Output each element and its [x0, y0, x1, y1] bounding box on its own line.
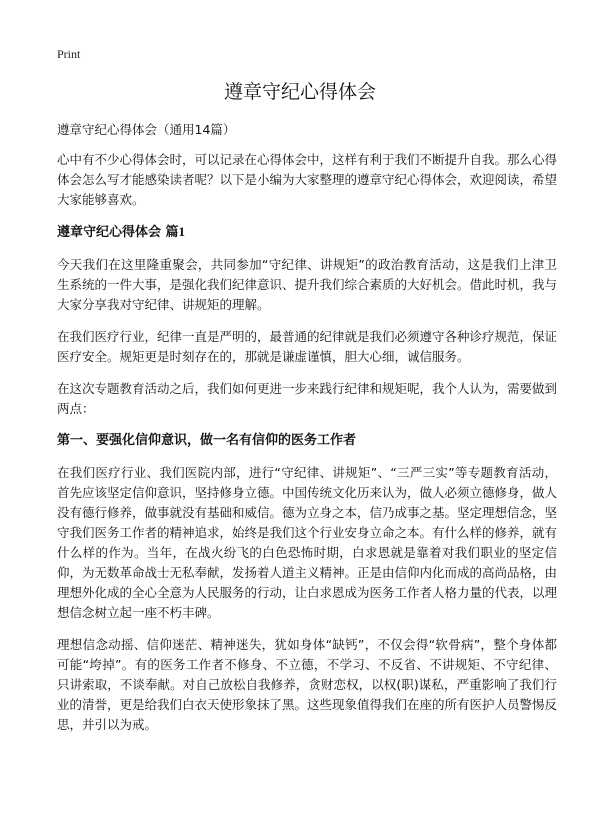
- body-paragraph: 在我们医疗行业、我们医院内部，进行“守纪律、讲规矩”、“三严三实”等专题教育活动，首先应该坚定信仰意识，坚持修身立德。中国传统文化历来认为，做人必须立德修身，做人没有德行修养，做事就没有基础和威信。德为立身之本，信乃成事之基。坚定理想信念，坚守我们医务工作者的精神追求，始终是我们这个行业安身立命之本。有什么样的修养，就有什么样的作为。当年，在战火纷飞的白色恐怖时期，白求恩就是靠着对我们职业的坚定信仰，为无数革命战士无私奉献，发扬着人道主义精神。正是由信仰内化而成的高尚品格，由理想外化成的全心全意为人民服务的行动，让白求恩成为医务工作者人格力量的代表，以理想信念树立起一座不朽丰碑。: [57, 465, 558, 620]
- page-title: 遵章守纪心得体会: [223, 81, 376, 103]
- body-paragraph: 理想信念动摇、信仰迷茫、精神迷失，犹如身体“缺钙”，不仅会得“软骨病”，整个身体都可能“垮掉”。有的医务工作者不修身、不立德，不学习、不反省、不讲规矩、不守纪律、只讲索取，不谈奉献。对自己放松自我修养，贪财恋权，以权(职)谋私，严重影响了我们行业的清誉，更是给我们白衣天使形象抹了黑。这些现象值得我们在座的所有医护人员警惕反思，并引以为戒。: [57, 637, 558, 732]
- document-subtitle: 遵章守纪心得体会（通用14篇）: [57, 122, 236, 137]
- body-paragraph: 在这次专题教育活动之后，我们如何更进一步来践行纪律和规矩呢，我个人认为，需要做到两点：: [57, 381, 558, 416]
- section-heading-text: 遵章守纪心得体会 篇: [57, 225, 179, 240]
- intro-paragraph: 心中有不少心得体会时，可以记录在心得体会中，这样有利于我们不断提升自我。那么心得体会怎么写才能感染读者呢？以下是小编为大家整理的遵章守纪心得体会，欢迎阅读，希望大家能够喜欢。: [57, 152, 558, 207]
- section-heading: [57, 222, 557, 243]
- print-link[interactable]: Print: [57, 47, 81, 61]
- point-heading: 第一、要强化信仰意识，做一名有信仰的医务工作者: [57, 433, 357, 448]
- document-body: [57, 120, 557, 747]
- body-paragraph: 今天我们在这里隆重聚会，共同参加“守纪律、讲规矩”的政治教育活动，这是我们上津卫生系统的一件大事，是强化我们纪律意识、提升我们综合素质的大好机会。借此时机，我与大家分享我对守纪律、讲规矩的理解。: [57, 257, 558, 312]
- section-heading-number: 1: [178, 224, 186, 239]
- body-paragraph: 在我们医疗行业，纪律一直是严明的，最普通的纪律就是我们必须遵守各种诊疗规范，保证医疗安全。规矩更是时刻存在的，那就是谦虚谨慎，胆大心细，诚信服务。: [57, 329, 558, 364]
